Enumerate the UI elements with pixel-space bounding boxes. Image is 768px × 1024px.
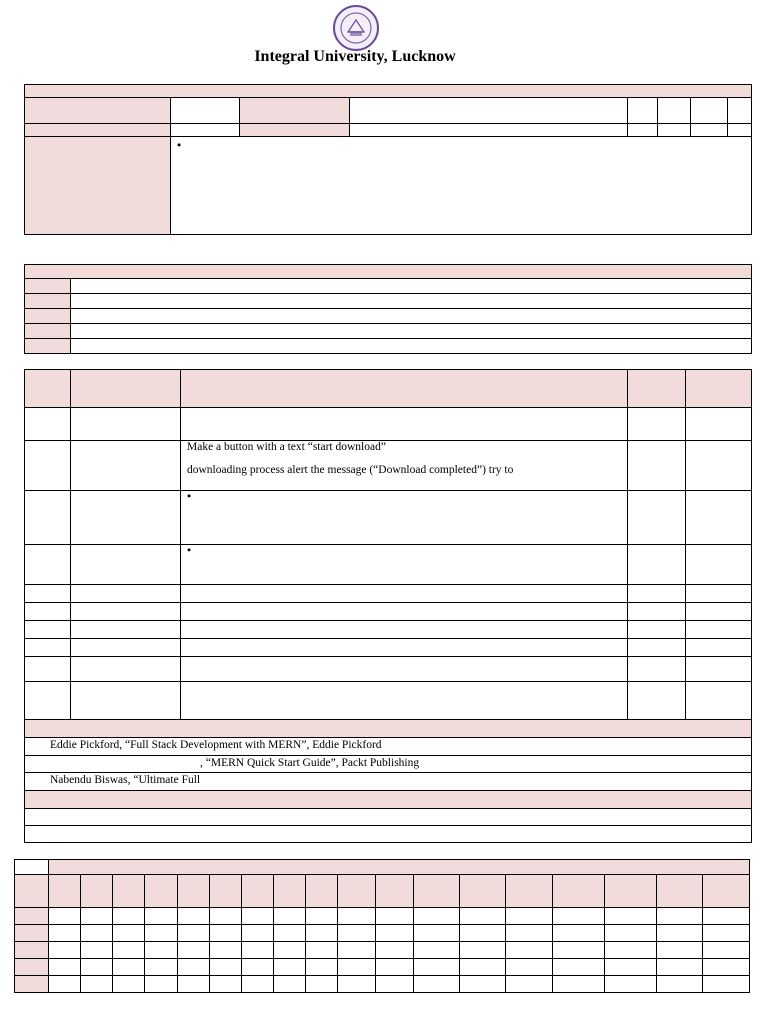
label-cell [240,98,350,124]
matrix-header [49,860,750,875]
module-line: Make a button with a text “start download” [187,441,386,453]
reference-text: , “MERN Quick Start Guide”, Packt Publishing [200,757,420,769]
module-line: downloading process alert the message (“Download completed”) try to [187,464,514,476]
course-header-row [25,85,752,98]
objectives-label [25,137,171,235]
label-cell [25,98,171,124]
module-content [181,441,628,491]
syllabus-table [24,369,752,843]
reference-item [25,738,752,756]
reference-item [25,756,752,773]
university-logo [330,5,382,51]
reference-text: Eddie Pickford, “Full Stack Development with MERN”, Eddie Pickford [50,739,382,751]
outcomes-table [24,264,752,354]
objectives-list [171,137,752,235]
university-name: Integral University, Lucknow [254,48,456,65]
course-info-table [24,84,752,235]
module-content [181,545,628,585]
label-cell [240,124,350,137]
module-content [181,491,628,545]
label-cell [25,124,171,137]
references-header [25,720,752,738]
reference-item [25,773,752,791]
mapping-matrix [14,859,750,993]
links-header [25,791,752,809]
outcomes-header [25,265,752,279]
reference-text: Nabendu Biswas, “Ultimate Full [50,774,201,786]
